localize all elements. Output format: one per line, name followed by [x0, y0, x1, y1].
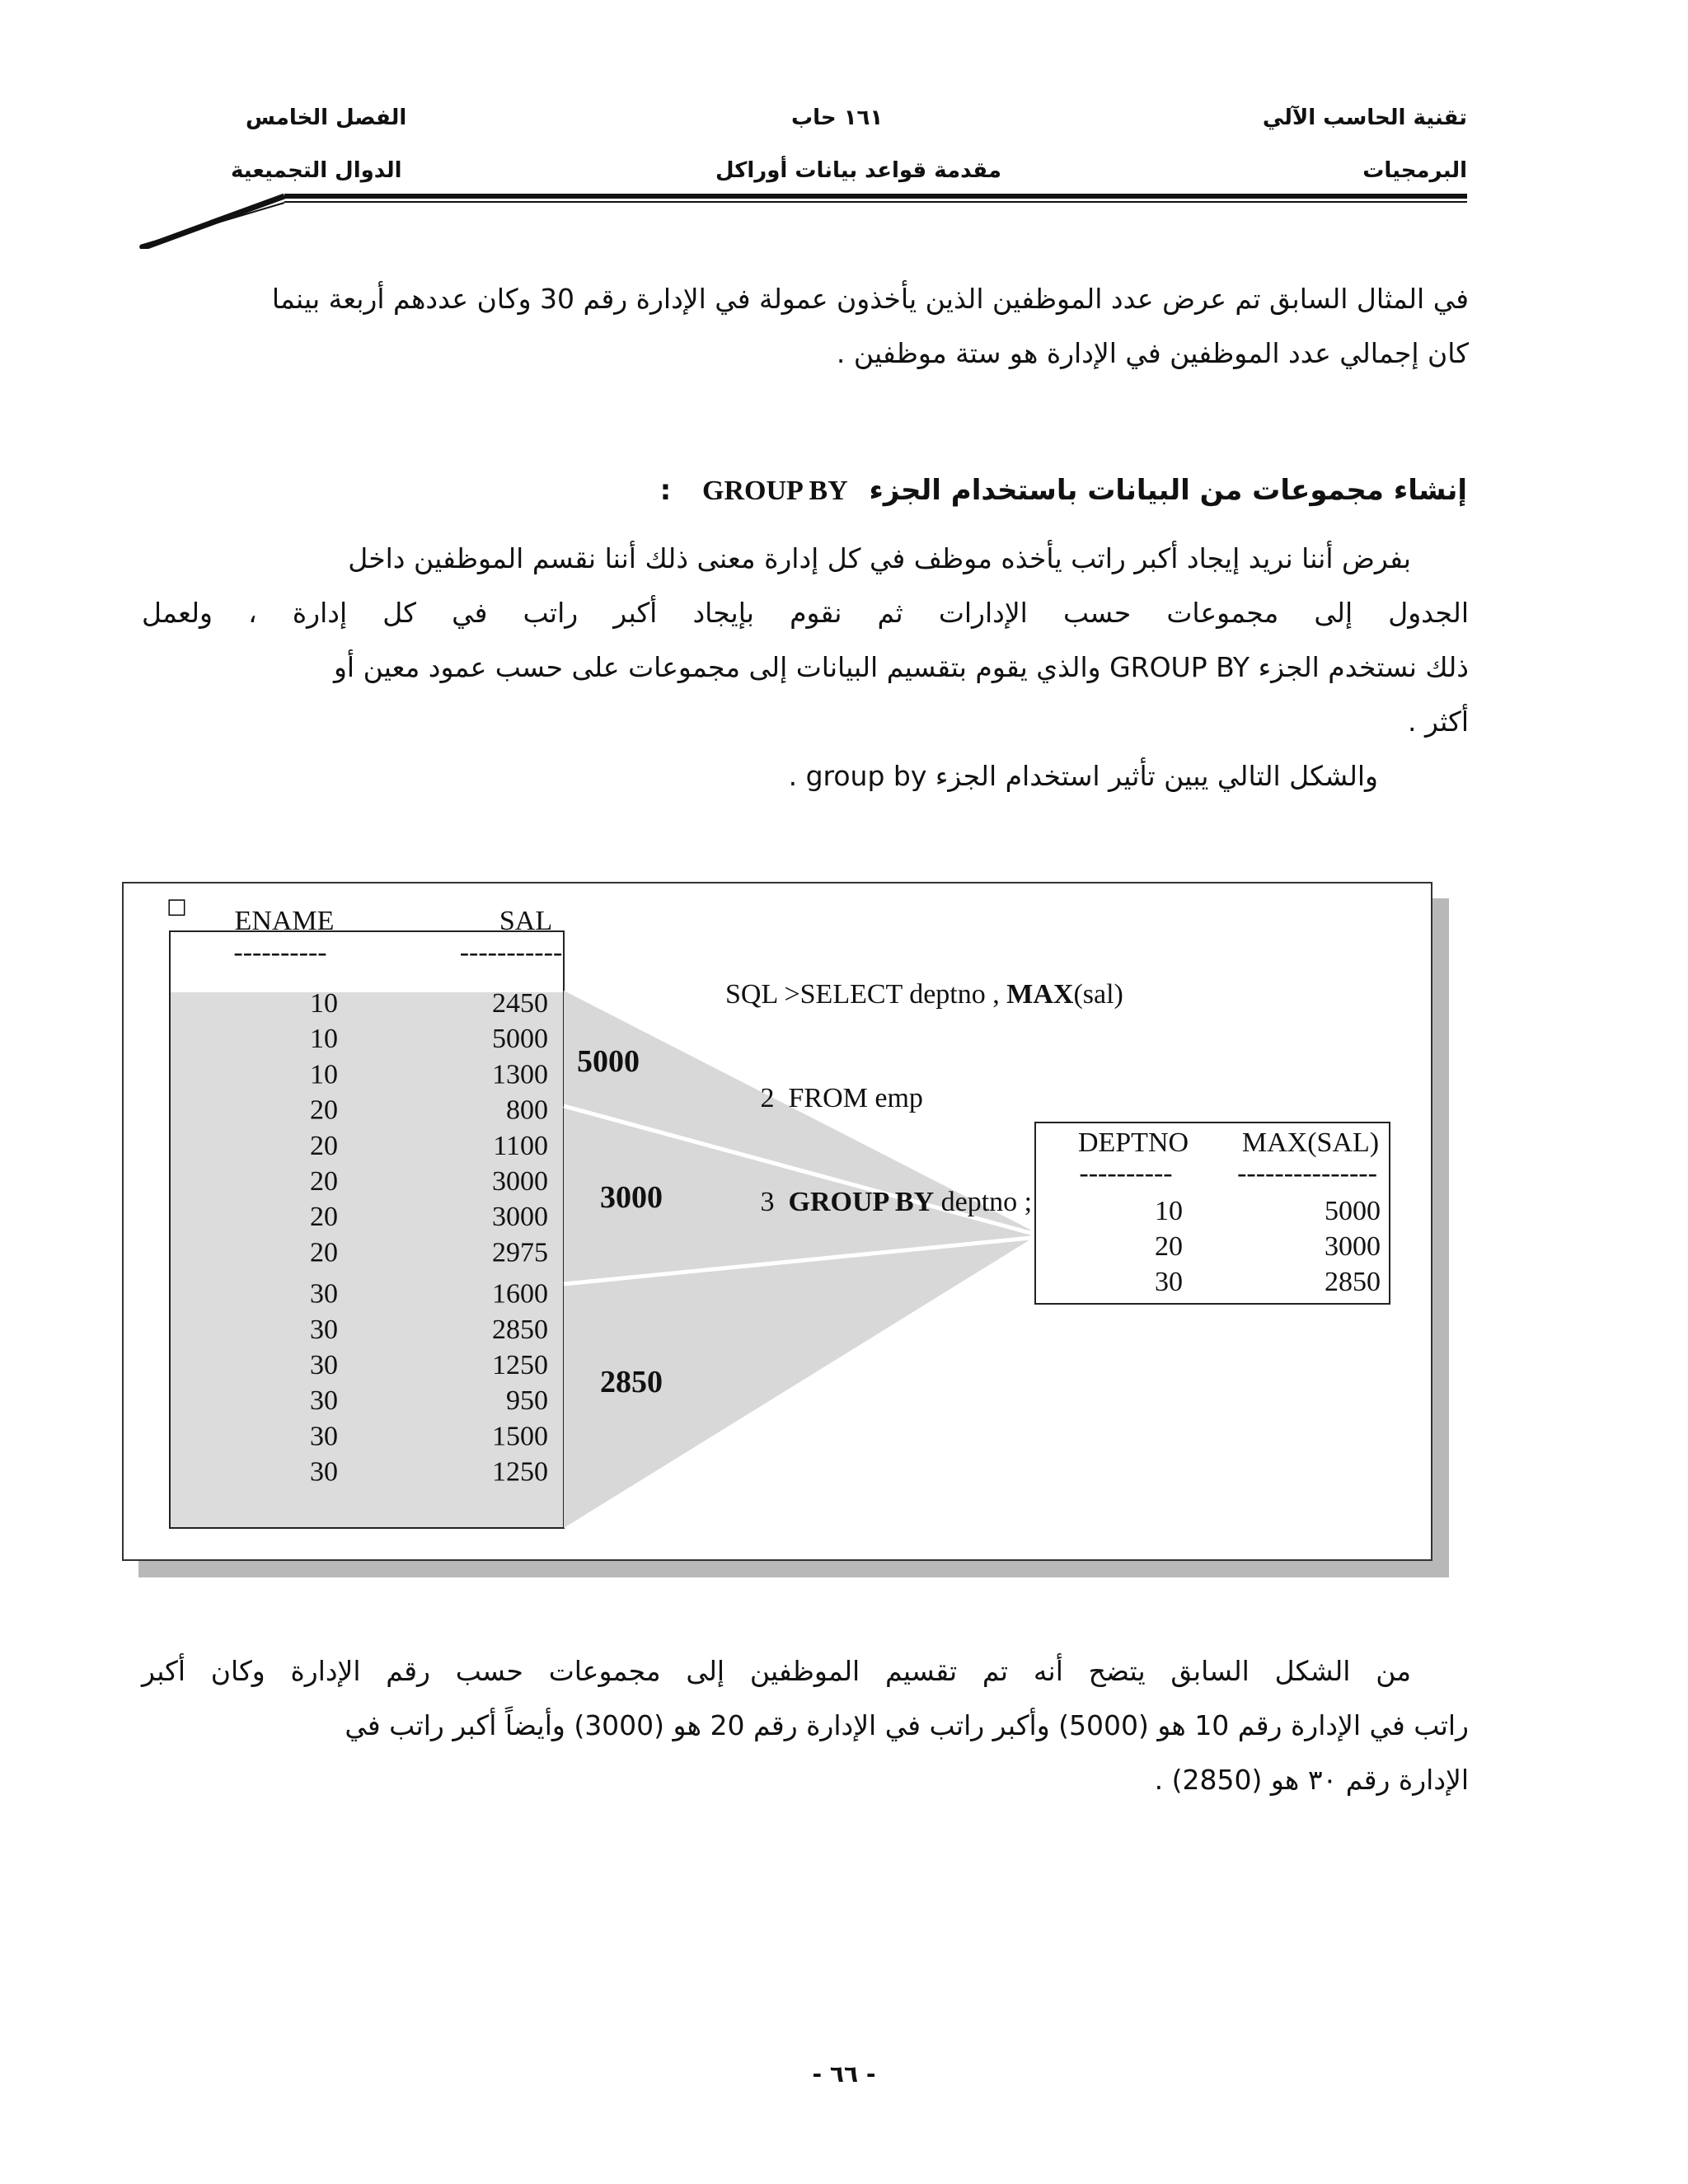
intro-line: في المثال السابق تم عرض عدد الموظفين الذين يأخذون عمولة في الإدارة رقم 30 وكان عددهم أربعة بينما [271, 283, 1469, 315]
section-heading-colon: : [659, 474, 672, 507]
conclusion-line: من الشكل السابق يتضح أنه تم تقسيم الموظفين إلى مجموعات حسب رقم الإدارة وكان أكبر [142, 1655, 1411, 1687]
sql-line-3: 3 GROUP BY deptno ; [725, 1187, 1033, 1217]
group-by-figure [122, 882, 1432, 1561]
conclusion-line: راتب في الإدارة رقم 10 هو (5000) وأكبر راتب في الإدارة رقم 20 هو (3000) وأيضاً أكبر راتب في [345, 1709, 1469, 1741]
sql-line-2: 2 FROM emp [725, 1083, 923, 1113]
table-cell-sal: 1500 [492, 1421, 548, 1452]
result-column-header: DEPTNO [1077, 1127, 1189, 1158]
section-line: الجدول إلى مجموعات حسب الإدارات ثم نقوم بإيجاد أكبر راتب في كل إدارة ، ولعمل [142, 597, 1469, 629]
table-cell-ename: 30 [310, 1314, 338, 1345]
table-cell-ename: 10 [310, 1024, 338, 1055]
section-heading-en: GROUP BY [702, 476, 848, 506]
conclusion-paragraph [142, 1644, 1469, 1807]
table-cell-ename: 20 [310, 1130, 338, 1161]
header-course-name: مقدمة قواعد بيانات أوراكل [715, 158, 1001, 183]
header-rule-slant [136, 191, 301, 249]
table-cell-sal: 1300 [492, 1059, 548, 1090]
table-cell-sal: 3000 [492, 1166, 548, 1197]
header-course-code: ١٦١ حاب [791, 105, 884, 130]
result-header-separator: --------------- [1237, 1158, 1377, 1188]
result-column-header: MAX(SAL) [1241, 1127, 1380, 1158]
table-cell-sal: 5000 [492, 1024, 548, 1055]
result-header-separator: ---------- [1079, 1158, 1173, 1188]
result-cell-max: 5000 [1325, 1196, 1381, 1226]
sql-line-1: SQL >SELECT deptno , MAX(sal) [725, 979, 1123, 1010]
table-cell-sal: 950 [506, 1385, 548, 1417]
table-cell-sal: 2850 [492, 1314, 548, 1345]
header-separator: ----------- [459, 937, 563, 968]
conclusion-line: الإدارة رقم ٣٠ هو (2850) . [1154, 1764, 1469, 1796]
intro-line: كان إجمالي عدد الموظفين في الإدارة هو ستة موظفين . [836, 337, 1469, 369]
section-line: بفرض أننا نريد إيجاد أكبر راتب يأخذه موظف في كل إدارة معنى ذلك أننا نقسم الموظفين داخل [348, 542, 1411, 574]
section-line: أكثر . [1407, 705, 1469, 738]
column-header: SAL [499, 906, 553, 936]
table-cell-ename: 30 [310, 1278, 338, 1310]
group-max-label: 3000 [600, 1180, 663, 1215]
result-cell-deptno: 30 [1155, 1267, 1183, 1297]
table-cell-sal: 1250 [492, 1456, 548, 1488]
table-cell-ename: 20 [310, 1202, 338, 1233]
group-max-label: 5000 [577, 1044, 640, 1079]
table-cell-sal: 1600 [492, 1278, 548, 1310]
table-cell-ename: 30 [310, 1350, 338, 1380]
intro-paragraph [142, 272, 1469, 381]
checkbox-icon: □ [166, 894, 187, 919]
page-number: - ٦٦ - [812, 2060, 876, 2088]
group-max-label: 2850 [600, 1365, 663, 1399]
table-cell-ename: 20 [310, 1094, 338, 1126]
section-paragraph [142, 532, 1469, 804]
table-cell-ename: 20 [310, 1166, 338, 1197]
table-cell-sal: 2975 [492, 1237, 548, 1268]
table-cell-ename: 30 [310, 1456, 338, 1488]
table-cell-ename: 10 [310, 1059, 338, 1090]
header-rule-thin [284, 201, 1467, 203]
table-cell-sal: 3000 [492, 1202, 548, 1233]
table-cell-sal: 1100 [493, 1130, 548, 1161]
header-chapter-topic: الدوال التجميعية [231, 158, 402, 183]
section-line: ذلك نستخدم الجزء GROUP BY والذي يقوم بتقسيم البيانات إلى مجموعات على حسب عمود معين أو [334, 651, 1469, 683]
header-title: تقنية الحاسب الآلي [1262, 105, 1467, 130]
result-cell-deptno: 10 [1155, 1196, 1183, 1226]
header-separator: ---------- [233, 937, 327, 968]
table-cell-ename: 10 [310, 988, 338, 1019]
sql-statement [725, 908, 1123, 1289]
table-cell-ename: 30 [310, 1421, 338, 1452]
header-subtitle: البرمجيات [1362, 158, 1467, 183]
column-header: ENAME [234, 906, 335, 936]
result-cell-max: 3000 [1325, 1231, 1381, 1262]
table-cell-sal: 2450 [492, 988, 548, 1019]
header-rule-thick [284, 194, 1467, 199]
section-heading-ar: إنشاء مجموعات من البيانات باستخدام الجزء [869, 474, 1467, 507]
figure-caption: والشكل التالي يبين تأثير استخدام الجزء group by . [788, 760, 1378, 792]
table-cell-sal: 800 [506, 1094, 548, 1126]
header-chapter: الفصل الخامس [246, 105, 407, 130]
table-cell-ename: 30 [310, 1385, 338, 1417]
result-cell-deptno: 20 [1155, 1231, 1183, 1262]
result-cell-max: 2850 [1325, 1267, 1381, 1297]
section-heading [660, 474, 1467, 507]
table-cell-ename: 20 [310, 1237, 338, 1268]
table-cell-sal: 1250 [492, 1350, 548, 1380]
